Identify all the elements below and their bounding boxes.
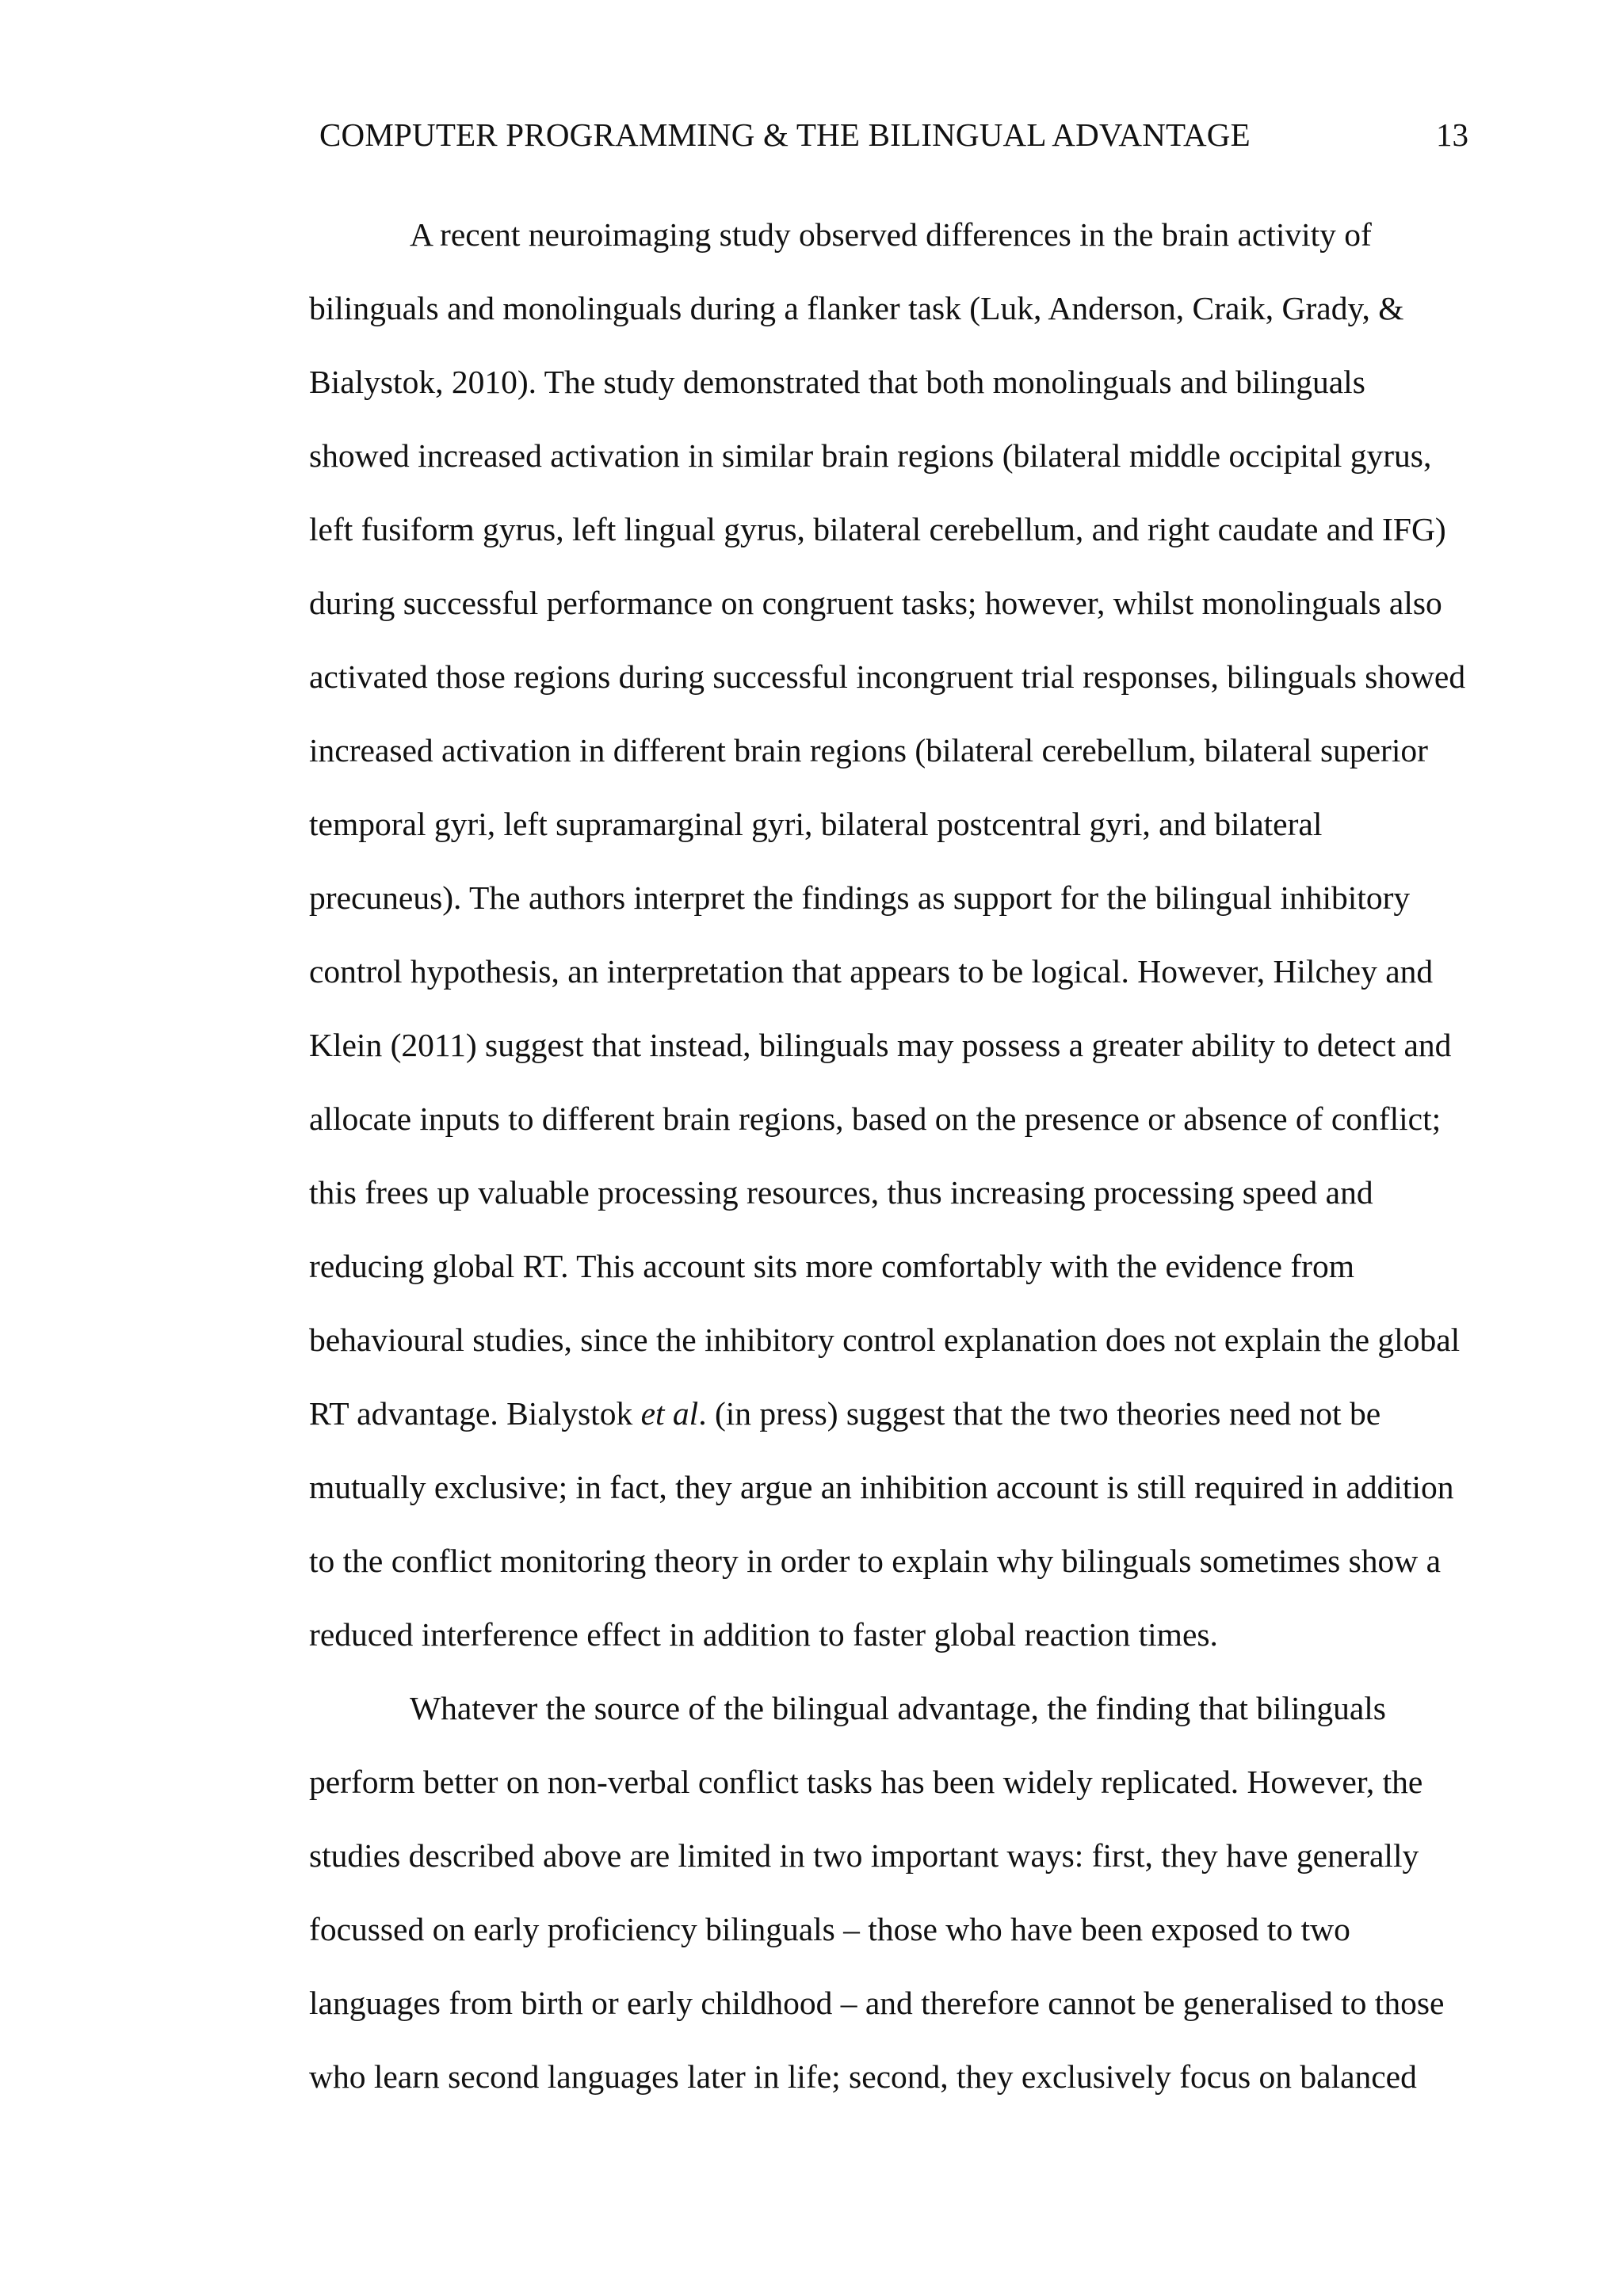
- text-line: temporal gyri, left supramarginal gyri, bilateral postcentral gyri, and bilateral: [309, 806, 1323, 842]
- text-line: precuneus). The authors interpret the findings as support for the bilingual inhibitory: [309, 879, 1411, 916]
- text-segment: . (in press) suggest that the two theories need not be: [698, 1395, 1381, 1432]
- text-line: mutually exclusive; in fact, they argue an inhibition account is still required in addition: [309, 1469, 1454, 1505]
- page-number: 13: [1436, 116, 1468, 153]
- text-line: allocate inputs to different brain regions, based on the presence or absence of conflict;: [309, 1100, 1442, 1137]
- text-line: Whatever the source of the bilingual advantage, the finding that bilinguals: [410, 1690, 1386, 1726]
- text-segment: RT advantage. Bialystok: [309, 1395, 641, 1432]
- text-line: activated those regions during successful incongruent trial responses, bilinguals showed: [309, 658, 1466, 695]
- text-line: languages from birth or early childhood – and therefore cannot be generalised to those: [309, 1985, 1445, 2021]
- text-line: this frees up valuable processing resources, thus increasing processing speed and: [309, 1174, 1373, 1211]
- text-line: focussed on early proficiency bilinguals – those who have been exposed to two: [309, 1911, 1350, 1947]
- text-line: who learn second languages later in life; second, they exclusively focus on balanced: [309, 2058, 1417, 2095]
- text-line: Bialystok, 2010). The study demonstrated that both monolinguals and bilinguals: [309, 364, 1365, 400]
- text-line: reducing global RT. This account sits more comfortably with the evidence from: [309, 1248, 1355, 1284]
- text-line: perform better on non-verbal conflict tasks has been widely replicated. However, the: [309, 1764, 1423, 1800]
- italic-citation: et al: [640, 1395, 699, 1432]
- text-line: behavioural studies, since the inhibitory control explanation does not explain the global: [309, 1322, 1461, 1358]
- running-head: COMPUTER PROGRAMMING & THE BILINGUAL ADVANTAGE: [319, 116, 1251, 153]
- text-line: bilinguals and monolinguals during a flanker task (Luk, Anderson, Craik, Grady, &: [309, 290, 1404, 326]
- text-line: control hypothesis, an interpretation that appears to be logical. However, Hilchey and: [309, 953, 1434, 990]
- text-line: A recent neuroimaging study observed differences in the brain activity of: [410, 216, 1372, 253]
- text-line: to the conflict monitoring theory in order to explain why bilinguals sometimes show a: [309, 1543, 1442, 1579]
- text-line: during successful performance on congruent tasks; however, whilst monolinguals also: [309, 585, 1442, 621]
- text-line: Klein (2011) suggest that instead, bilinguals may possess a greater ability to detect and: [309, 1027, 1452, 1063]
- text-line: showed increased activation in similar brain regions (bilateral middle occipital gyrus,: [309, 437, 1432, 474]
- text-line: studies described above are limited in two important ways: first, they have generally: [309, 1837, 1419, 1874]
- paragraph-2: [309, 1684, 1569, 2126]
- text-line-with-citation: [309, 1390, 1569, 1463]
- text-line: reduced interference effect in addition to faster global reaction times.: [309, 1616, 1218, 1653]
- body-text: [309, 211, 1569, 2126]
- paragraph-1: [309, 211, 1569, 1684]
- text-line: increased activation in different brain regions (bilateral cerebellum, bilateral superior: [309, 732, 1428, 769]
- text-line: left fusiform gyrus, left lingual gyrus, bilateral cerebellum, and right caudate and IFG): [309, 511, 1446, 547]
